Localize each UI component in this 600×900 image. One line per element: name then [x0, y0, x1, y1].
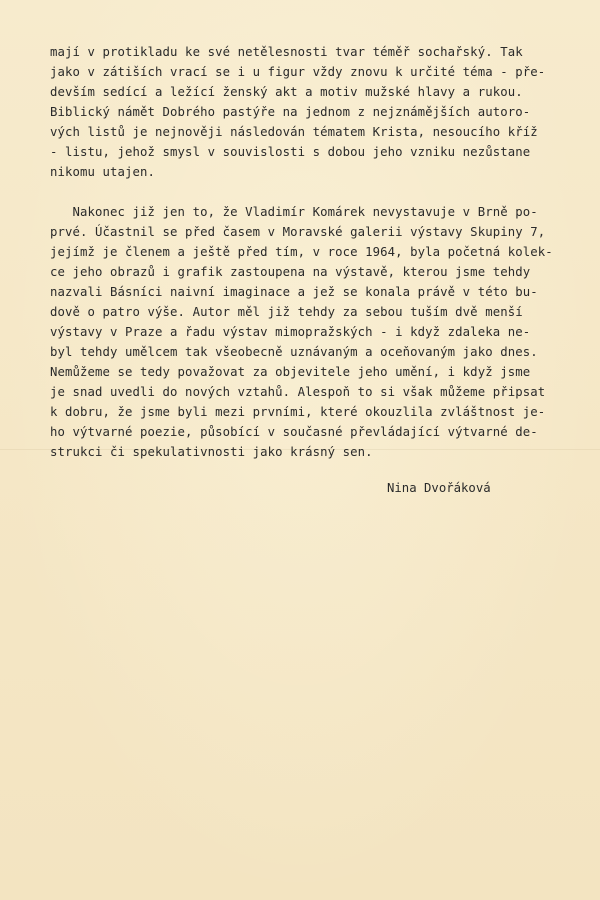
text-line: byl tehdy umělcem tak všeobecně uznávaným a oceňovaným jako dnes.	[50, 345, 538, 359]
text-line: jako v zátiších vrací se i u figur vždy znovu k určité téma - pře-	[50, 65, 546, 79]
text-line: Nakonec již jen to, že Vladimír Komárek nevystavuje v Brně po-	[50, 205, 538, 219]
paragraph-2	[50, 202, 590, 462]
text-line: Nemůžeme se tedy považovat za objevitele jeho umění, i když jsme	[50, 365, 531, 379]
text-line: jejímž je členem a ještě před tím, v roce 1964, byla početná kolek-	[50, 245, 553, 259]
text-line: výstavy v Praze a řadu výstav mimopražských - i když zdaleka ne-	[50, 325, 531, 339]
text-line: - listu, jehož smysl v souvislosti s dobou jeho vzniku nezůstane	[50, 145, 531, 159]
text-line: ho výtvarné poezie, působící v současné převládající výtvarné de-	[50, 425, 538, 439]
paragraph-1	[50, 42, 590, 182]
text-line: nazvali Básníci naivní imaginace a jež se konala právě v této bu-	[50, 285, 538, 299]
text-line: ce jeho obrazů i grafik zastoupena na výstavě, kterou jsme tehdy	[50, 265, 531, 279]
text-line: strukci či spekulativnosti jako krásný sen.	[50, 445, 373, 459]
text-line: prvé. Účastnil se před časem v Moravské galerii výstavy Skupiny 7,	[50, 225, 546, 239]
text-line: dově o patro výše. Autor měl již tehdy za sebou tuším dvě menší	[50, 305, 523, 319]
text-line: devším sedící a ležící ženský akt a motiv mužské hlavy a rukou.	[50, 85, 523, 99]
text-line: Biblický námět Dobrého pastýře na jednom z nejznámějších autoro-	[50, 105, 531, 119]
text-line: je snad uvedli do nových vztahů. Alespoň to si však můžeme připsat	[50, 385, 546, 399]
typewritten-text	[50, 42, 590, 462]
text-line: vých listů je nejnověji následován tématem Krista, nesoucího kříž	[50, 125, 538, 139]
text-line: nikomu utajen.	[50, 165, 156, 179]
paragraph-gap	[50, 182, 590, 202]
author-signature: Nina Dvořáková	[387, 481, 491, 495]
text-line: k dobru, že jsme byli mezi prvními, které okouzlila zvláštnost je-	[50, 405, 546, 419]
text-line: mají v protikladu ke své netělesnosti tvar téměř sochařský. Tak	[50, 45, 523, 59]
